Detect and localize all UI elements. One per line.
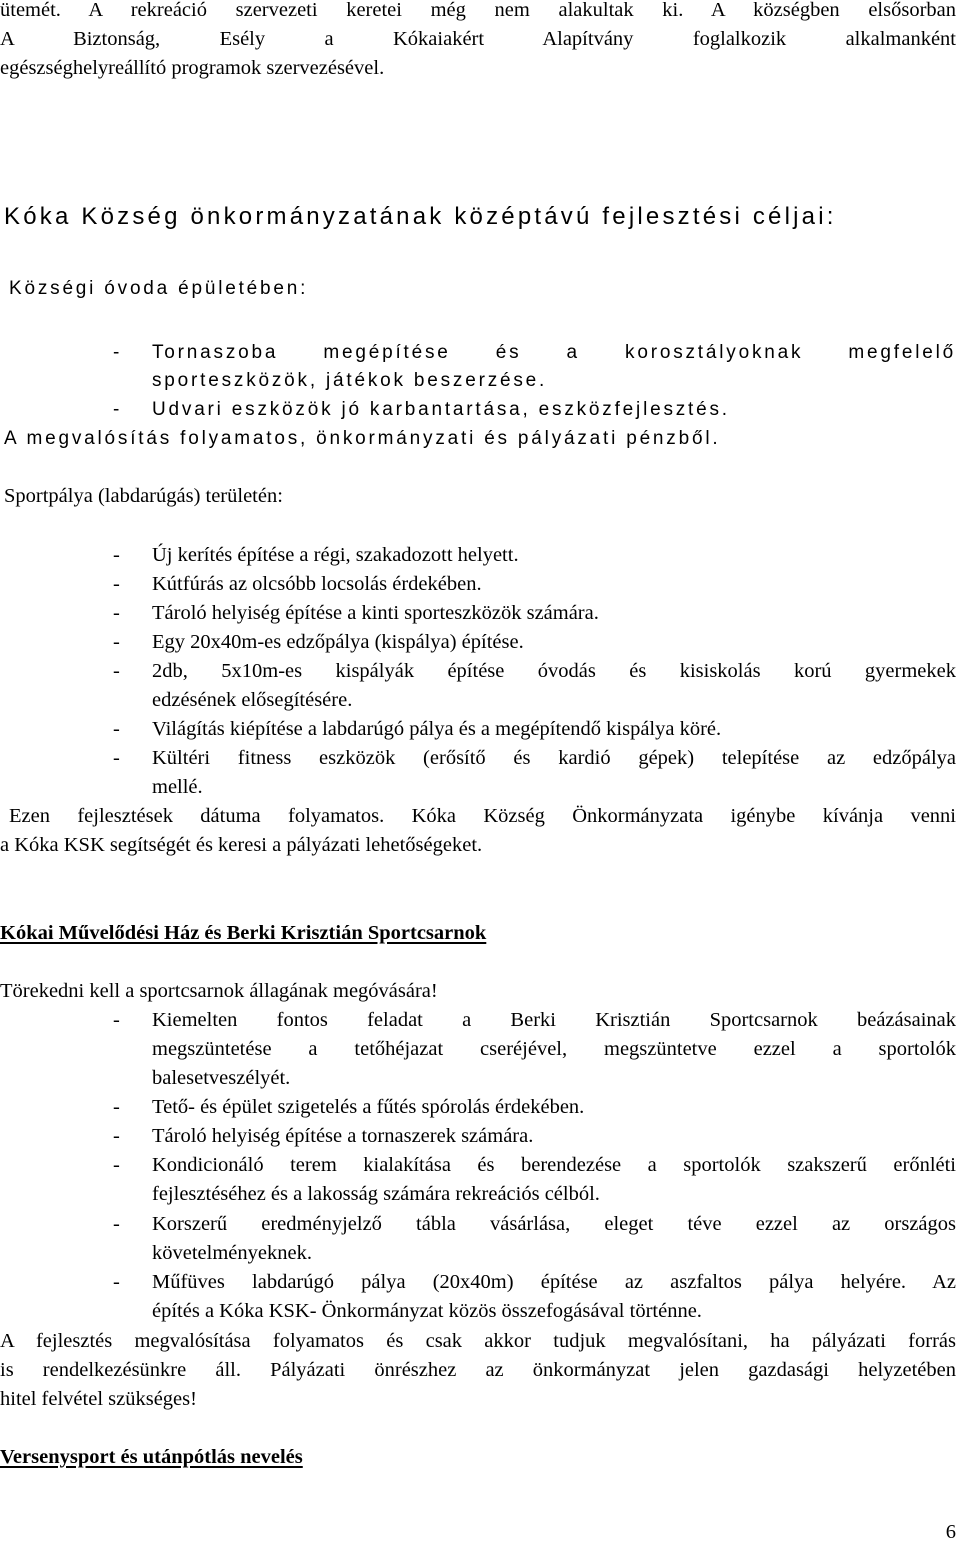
main-heading: Kóka Község önkormányzatának középtávú fejlesztési céljai: [4, 203, 837, 230]
list-dash: - [113, 602, 120, 624]
hall-intro: Törekedni kell a sportcsarnok állagának megóvására! [0, 980, 438, 1002]
intro-line-1: ütemét. A rekreáció szervezeti keretei még nem alakultak ki. A községben elsősorban [0, 0, 956, 21]
kindergarten-closing: A megvalósítás folyamatos, önkormányzati és pályázati pénzből. [4, 428, 721, 449]
list-dash: - [113, 1009, 120, 1031]
list-item-text: Korszerű eredményjelző tábla vásárlása, eleget téve ezzel az országos [152, 1213, 956, 1235]
hall-closing-2: is rendelkezésünkre áll. Pályázati önrészhez az önkormányzat jelen gazdasági helyzetében [0, 1359, 956, 1381]
list-item-text: mellé. [152, 776, 203, 798]
list-item-text: Tető- és épület szigetelés a fűtés spórolás érdekében. [152, 1096, 585, 1118]
list-dash: - [113, 1125, 120, 1147]
kindergarten-subheading: Községi óvoda épületében: [9, 278, 309, 299]
list-item-text: Új kerítés építése a régi, szakadozott helyett. [152, 544, 519, 566]
list-dash: - [113, 1213, 120, 1235]
list-item-text: Egy 20x40m-es edzőpálya (kispálya) építése. [152, 631, 524, 653]
list-item-text: Tároló helyiség építése a tornaszerek számára. [152, 1125, 534, 1147]
list-dash: - [113, 1271, 120, 1293]
sportfield-heading: Sportpálya (labdarúgás) területén: [4, 485, 283, 507]
list-dash: - [113, 660, 120, 682]
list-dash: - [113, 573, 120, 595]
list-dash: - [113, 1096, 120, 1118]
list-dash: - [113, 1154, 120, 1176]
list-dash: - [113, 342, 123, 363]
list-item-text: Műfüves labdarúgó pálya (20x40m) építése az aszfaltos pálya helyére. Az [152, 1271, 956, 1293]
list-item-text: edzésének elősegítésére. [152, 689, 353, 711]
list-item-text: balesetveszélyét. [152, 1067, 291, 1089]
list-item-text: fejlesztéséhez és a lakosság számára rekreációs célból. [152, 1183, 600, 1205]
list-dash: - [113, 544, 120, 566]
list-item-text: Világítás kiépítése a labdarúgó pálya és a megépítendő kispálya köré. [152, 718, 722, 740]
list-item-text: követelményeknek. [152, 1242, 312, 1264]
sportfield-closing-2: a Kóka KSK segítségét és keresi a pályázati lehetőségeket. [0, 834, 483, 856]
sportfield-closing-1: Ezen fejlesztések dátuma folyamatos. Kóka Község Önkormányzata igénybe kívánja venni [9, 805, 956, 827]
list-item-text: 2db, 5x10m-es kispályák építése óvodás és kisiskolás korú gyermekek [152, 660, 956, 682]
list-dash: - [113, 718, 120, 740]
list-item-text: építés a Kóka KSK- Önkormányzat közös összefogásával történne. [152, 1300, 702, 1322]
list-item-text: megszüntetése a tetőhéjazat cseréjével, megszüntetve ezzel a sportolók [152, 1038, 956, 1060]
page-number: 6 [945, 1521, 956, 1543]
hall-heading: Kókai Művelődési Ház és Berki Krisztián Sportcsarnok [0, 922, 487, 944]
list-item-text: Kondicionáló terem kialakítása és berendezése a sportolók szakszerű erőnléti [152, 1154, 956, 1176]
list-item-text: Udvari eszközök jó karbantartása, eszközfejlesztés. [152, 399, 730, 420]
list-item-text: Tornaszoba megépítése és a korosztályoknak megfelelő [152, 342, 956, 363]
hall-closing-1: A fejlesztés megvalósítása folyamatos és csak akkor tudjuk megvalósítani, ha pályázati forrás [0, 1330, 956, 1352]
list-item-text: Tároló helyiség építése a kinti sporteszközök számára. [152, 602, 599, 624]
competitive-heading: Versenysport és utánpótlás nevelés [0, 1446, 303, 1468]
list-item-text: Kültéri fitness eszközök (erősítő és kardió gépek) telepítése az edzőpálya [152, 747, 956, 769]
hall-closing-3: hitel felvétel szükséges! [0, 1388, 197, 1410]
list-item-text: Kiemelten fontos feladat a Berki Krisztián Sportcsarnok beázásainak [152, 1009, 956, 1031]
list-item-text: Kútfúrás az olcsóbb locsolás érdekében. [152, 573, 482, 595]
list-dash: - [113, 399, 123, 420]
intro-line-2: A Biztonság, Esély a Kókaiakért Alapítvány foglalkozik alkalmanként [0, 28, 956, 50]
list-dash: - [113, 747, 120, 769]
list-item-text: sporteszközök, játékok beszerzése. [152, 370, 548, 391]
intro-line-3: egészséghelyreállító programok szervezésével. [0, 57, 385, 79]
list-dash: - [113, 631, 120, 653]
